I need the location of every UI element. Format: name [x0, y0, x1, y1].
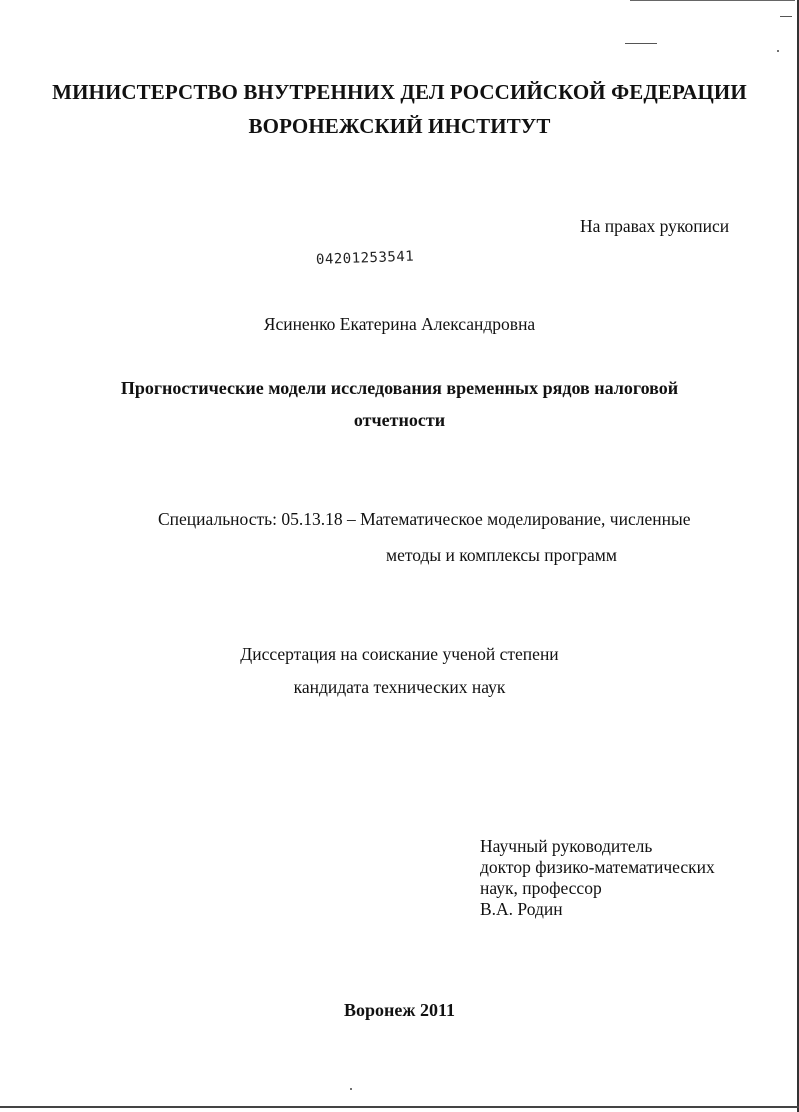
manuscript-note: На правах рукописи	[580, 216, 730, 236]
scan-mark	[625, 43, 657, 44]
scan-dot	[777, 50, 779, 52]
ministry-heading: МИНИСТЕРСТВО ВНУТРЕННИХ ДЕЛ РОССИЙСКОЙ ФЕДЕРАЦИИ	[52, 80, 747, 104]
supervisor-label: Научный руководитель	[480, 836, 653, 856]
degree-line-1: Диссертация на соискание ученой степени	[240, 644, 559, 664]
author-name: Ясиненко Екатерина Александровна	[263, 314, 536, 334]
scan-dot	[350, 1088, 352, 1090]
degree-line-2: кандидата технических наук	[293, 677, 506, 697]
supervisor-block	[480, 836, 715, 920]
institute-heading: ВОРОНЕЖСКИЙ ИНСТИТУТ	[248, 114, 551, 138]
specialty-line-2: методы и комплексы программ	[386, 545, 617, 565]
specialty-line-1: Специальность: 05.13.18 – Математическое моделирование, численные	[158, 509, 691, 529]
city-year: Воронеж 2011	[344, 1000, 455, 1020]
supervisor-name: В.А. Родин	[480, 899, 563, 919]
scan-edge-bottom	[0, 1106, 799, 1108]
dissertation-title-line-1: Прогностические модели исследования временных рядов налоговой	[120, 378, 679, 398]
dissertation-title-line-2: отчетности	[353, 410, 446, 430]
scan-edge-top	[630, 0, 795, 1]
supervisor-rank: наук, профессор	[480, 878, 602, 898]
supervisor-degree: доктор физико-математических	[480, 857, 715, 877]
registration-number-stamp: 04201253541	[315, 248, 415, 268]
scan-mark	[780, 16, 792, 17]
